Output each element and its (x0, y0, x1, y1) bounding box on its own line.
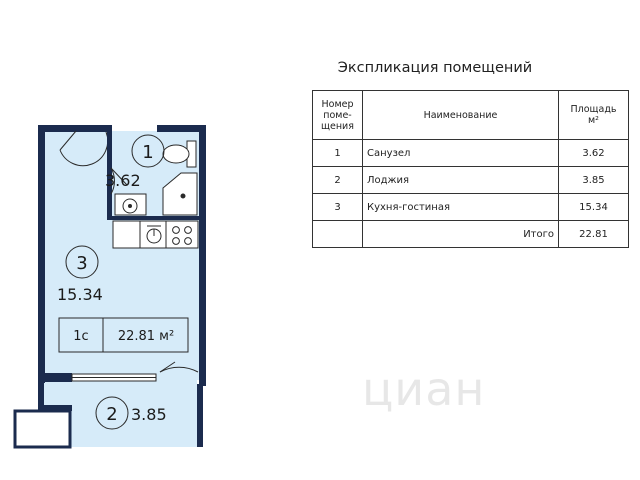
room-1-number: 1 (142, 142, 154, 163)
explication-title: Экспликация помещений (337, 60, 533, 76)
loggia-box (15, 411, 70, 447)
total-empty-cell (313, 221, 363, 248)
row-number: 3 (313, 194, 363, 221)
total-label: Итого (363, 221, 559, 248)
room-3-area: 15.34 (57, 285, 103, 304)
header-number: Номер поме- щения (313, 91, 363, 140)
row-name: Кухня-гостиная (363, 194, 559, 221)
row-area: 3.62 (559, 140, 629, 167)
room-2-area: 3.85 (131, 405, 167, 424)
washbasin-icon (115, 194, 146, 215)
header-name: Наименование (363, 91, 559, 140)
table-row (313, 140, 629, 167)
room-2-number: 2 (106, 404, 118, 425)
kitchen-counter (113, 221, 198, 248)
row-number: 2 (313, 167, 363, 194)
table-row (313, 194, 629, 221)
row-number: 1 (313, 140, 363, 167)
room-1-area: 3.62 (105, 171, 141, 190)
floor-plan (0, 0, 300, 480)
header-area: Площадь м² (559, 91, 629, 140)
apartment-total-area: 22.81 м² (117, 329, 175, 344)
table-header-row (313, 91, 629, 140)
row-name: Санузел (363, 140, 559, 167)
table-row (313, 167, 629, 194)
watermark-text: циан (362, 362, 486, 416)
table-total-row (313, 221, 629, 248)
row-area: 15.34 (559, 194, 629, 221)
cian-watermark (362, 362, 485, 416)
apartment-type: 1с (73, 329, 89, 344)
explication-table (312, 90, 629, 248)
room-3-number: 3 (76, 253, 88, 274)
total-value: 22.81 (559, 221, 629, 248)
row-area: 3.85 (559, 167, 629, 194)
row-name: Лоджия (363, 167, 559, 194)
loggia-window (72, 374, 156, 381)
